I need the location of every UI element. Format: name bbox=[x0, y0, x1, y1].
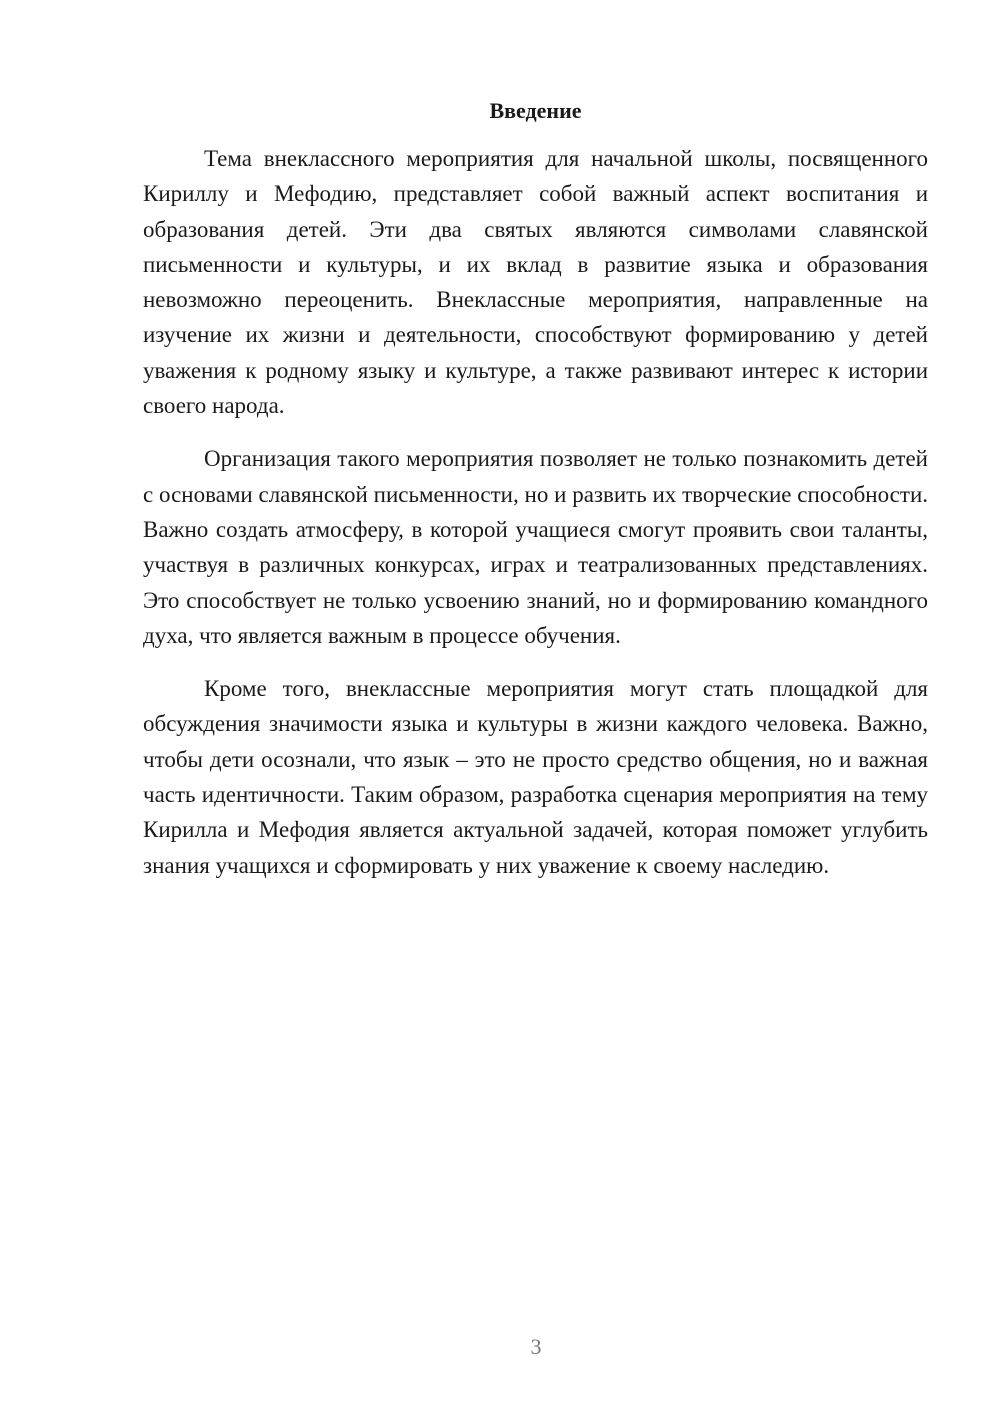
section-heading: Введение bbox=[489, 98, 582, 123]
page-number: 3 bbox=[530, 1334, 542, 1359]
body-text bbox=[143, 141, 928, 901]
paragraph-3: Кроме того, внеклассные мероприятия могут стать площадкой для обсуждения значимости языка и культуры в жизни каждого человека. Важно, чтобы дети осознали, что язык – это не просто средство общения, но и важная часть идентичности. Таким образом, разработка сценария мероприятия на тему Кирилла и Мефодия является актуальной задачей, которая поможет углубить знания учащихся и сформировать у них уважение к своему наследию. bbox=[143, 676, 928, 878]
paragraph-1: Тема внеклассного мероприятия для начальной школы, посвященного Кириллу и Мефодию, представляет собой важный аспект воспитания и образования детей. Эти два святых являются символами славянской письменности и культуры, и их вклад в развитие языка и образования невозможно переоценить. Внеклассные мероприятия, направленные на изучение их жизни и деятельности, способствуют формированию у детей уважения к родному языку и культуре, а также развивают интерес к истории своего народа. bbox=[143, 146, 928, 419]
paragraph-2: Организация такого мероприятия позволяет не только познакомить детей с основами славянской письменности, но и развить их творческие способности. Важно создать атмосферу, в которой учащиеся смогут проявить свои таланты, участвуя в различных конкурсах, играх и театрализованных представлениях. Это способствует не только усвоению знаний, но и формированию командного духа, что является важным в процессе обучения. bbox=[143, 446, 928, 648]
